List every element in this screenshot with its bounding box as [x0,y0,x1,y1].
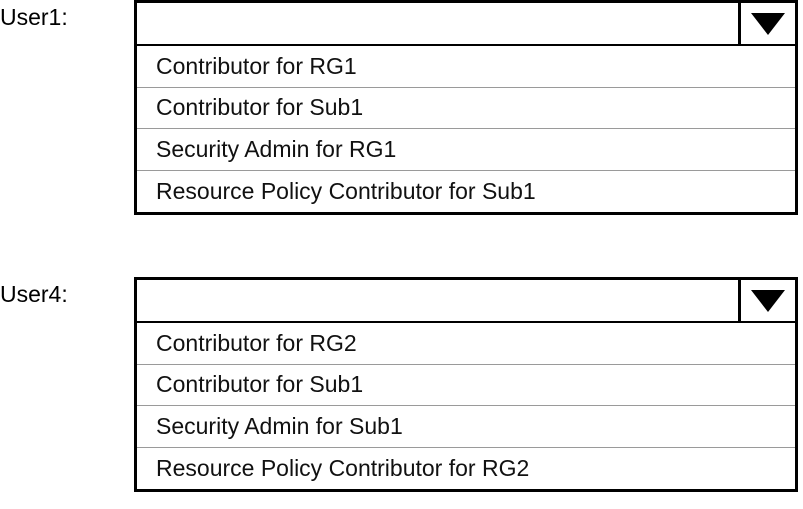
user4-option-3[interactable]: Security Admin for Sub1 [137,406,795,448]
user1-dropdown-control[interactable] [137,3,795,46]
user1-option-1[interactable]: Contributor for RG1 [137,46,795,88]
user1-option-3[interactable]: Security Admin for RG1 [137,129,795,171]
user4-dropdown-control[interactable] [137,280,795,323]
user1-option-4[interactable]: Resource Policy Contributor for Sub1 [156,177,536,204]
user4-option-2[interactable]: Contributor for Sub1 [137,365,795,407]
user1-option-2[interactable]: Contributor for Sub1 [137,88,795,130]
user4-dropdown-selected-value[interactable] [137,280,738,321]
user4-dropdown-options [137,323,795,489]
user4-option-1[interactable]: Contributor for RG2 [137,323,795,365]
chevron-down-icon[interactable] [738,3,795,44]
user1-dropdown[interactable] [134,0,798,215]
question-row-user1 [0,0,798,215]
chevron-down-icon[interactable] [738,280,795,321]
question-row-user4 [0,277,798,492]
user4-option-4[interactable]: Resource Policy Contributor for RG2 [156,454,530,481]
user1-dropdown-selected-value[interactable] [137,3,738,44]
user4-dropdown[interactable] [134,277,798,492]
user4-label: User4: [0,281,68,307]
user1-label: User1: [0,4,68,30]
user1-dropdown-options [137,46,795,212]
